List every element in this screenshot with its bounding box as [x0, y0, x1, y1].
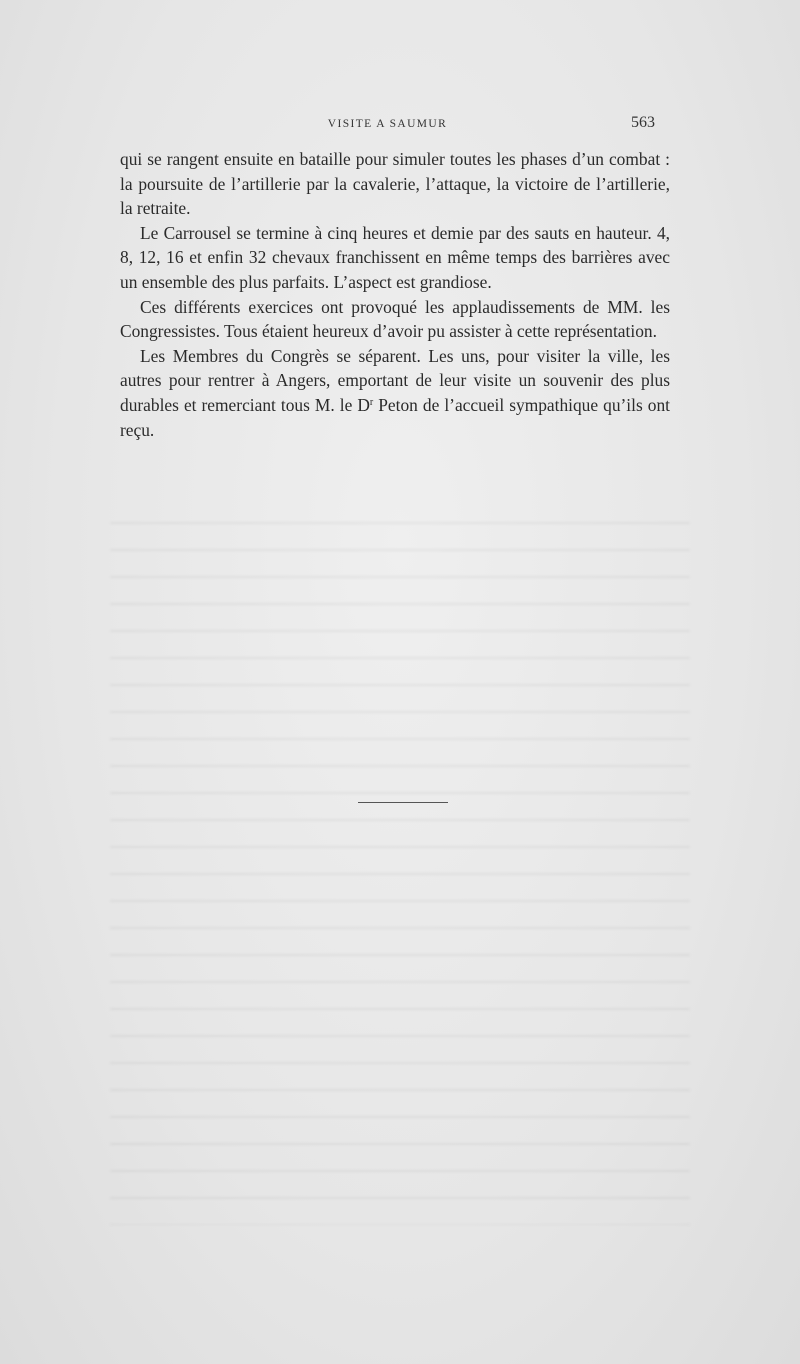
paragraph-3: Ces différents exercices ont provoqué les applaudissements de MM. les Congressistes. Tous étaient heureux d’avoir pu assister à cette représentation.: [120, 296, 670, 342]
section-divider-rule: [358, 802, 448, 803]
bleed-through-texture: [110, 505, 690, 1225]
paragraph-4-part-2: Peton de l’accueil sympathique qu’ils ont reçu.: [120, 394, 670, 440]
paragraph-1: qui se rangent ensuite en bataille pour simuler toutes les phases d’un combat : la poursuite de l’artillerie par la cavalerie, l’attaque, la victoire de l’artillerie, la retraite.: [120, 149, 670, 219]
running-title: VISITE A SAUMUR: [327, 118, 448, 130]
paragraph-2: Le Carrousel se termine à cinq heures et demie par des sauts en hauteur. 4, 8, 12, 16 et enfin 32 chevaux franchissent en même temps des barrières avec un ensemble des plus parfaits. L’aspect est grandiose.: [120, 222, 670, 292]
page-header: [120, 114, 655, 138]
page-number: 563: [631, 114, 655, 131]
body-text: [120, 147, 670, 442]
doctor-superscript: r: [369, 396, 374, 408]
paragraph-4: [120, 344, 670, 442]
paragraph-4-part-1: Les Membres du Congrès se séparent. Les uns, pour visiter la ville, les autres pour rentrer à Angers, emportant de leur visite un souvenir des plus durables et remerciant tous M. le D: [120, 345, 670, 415]
